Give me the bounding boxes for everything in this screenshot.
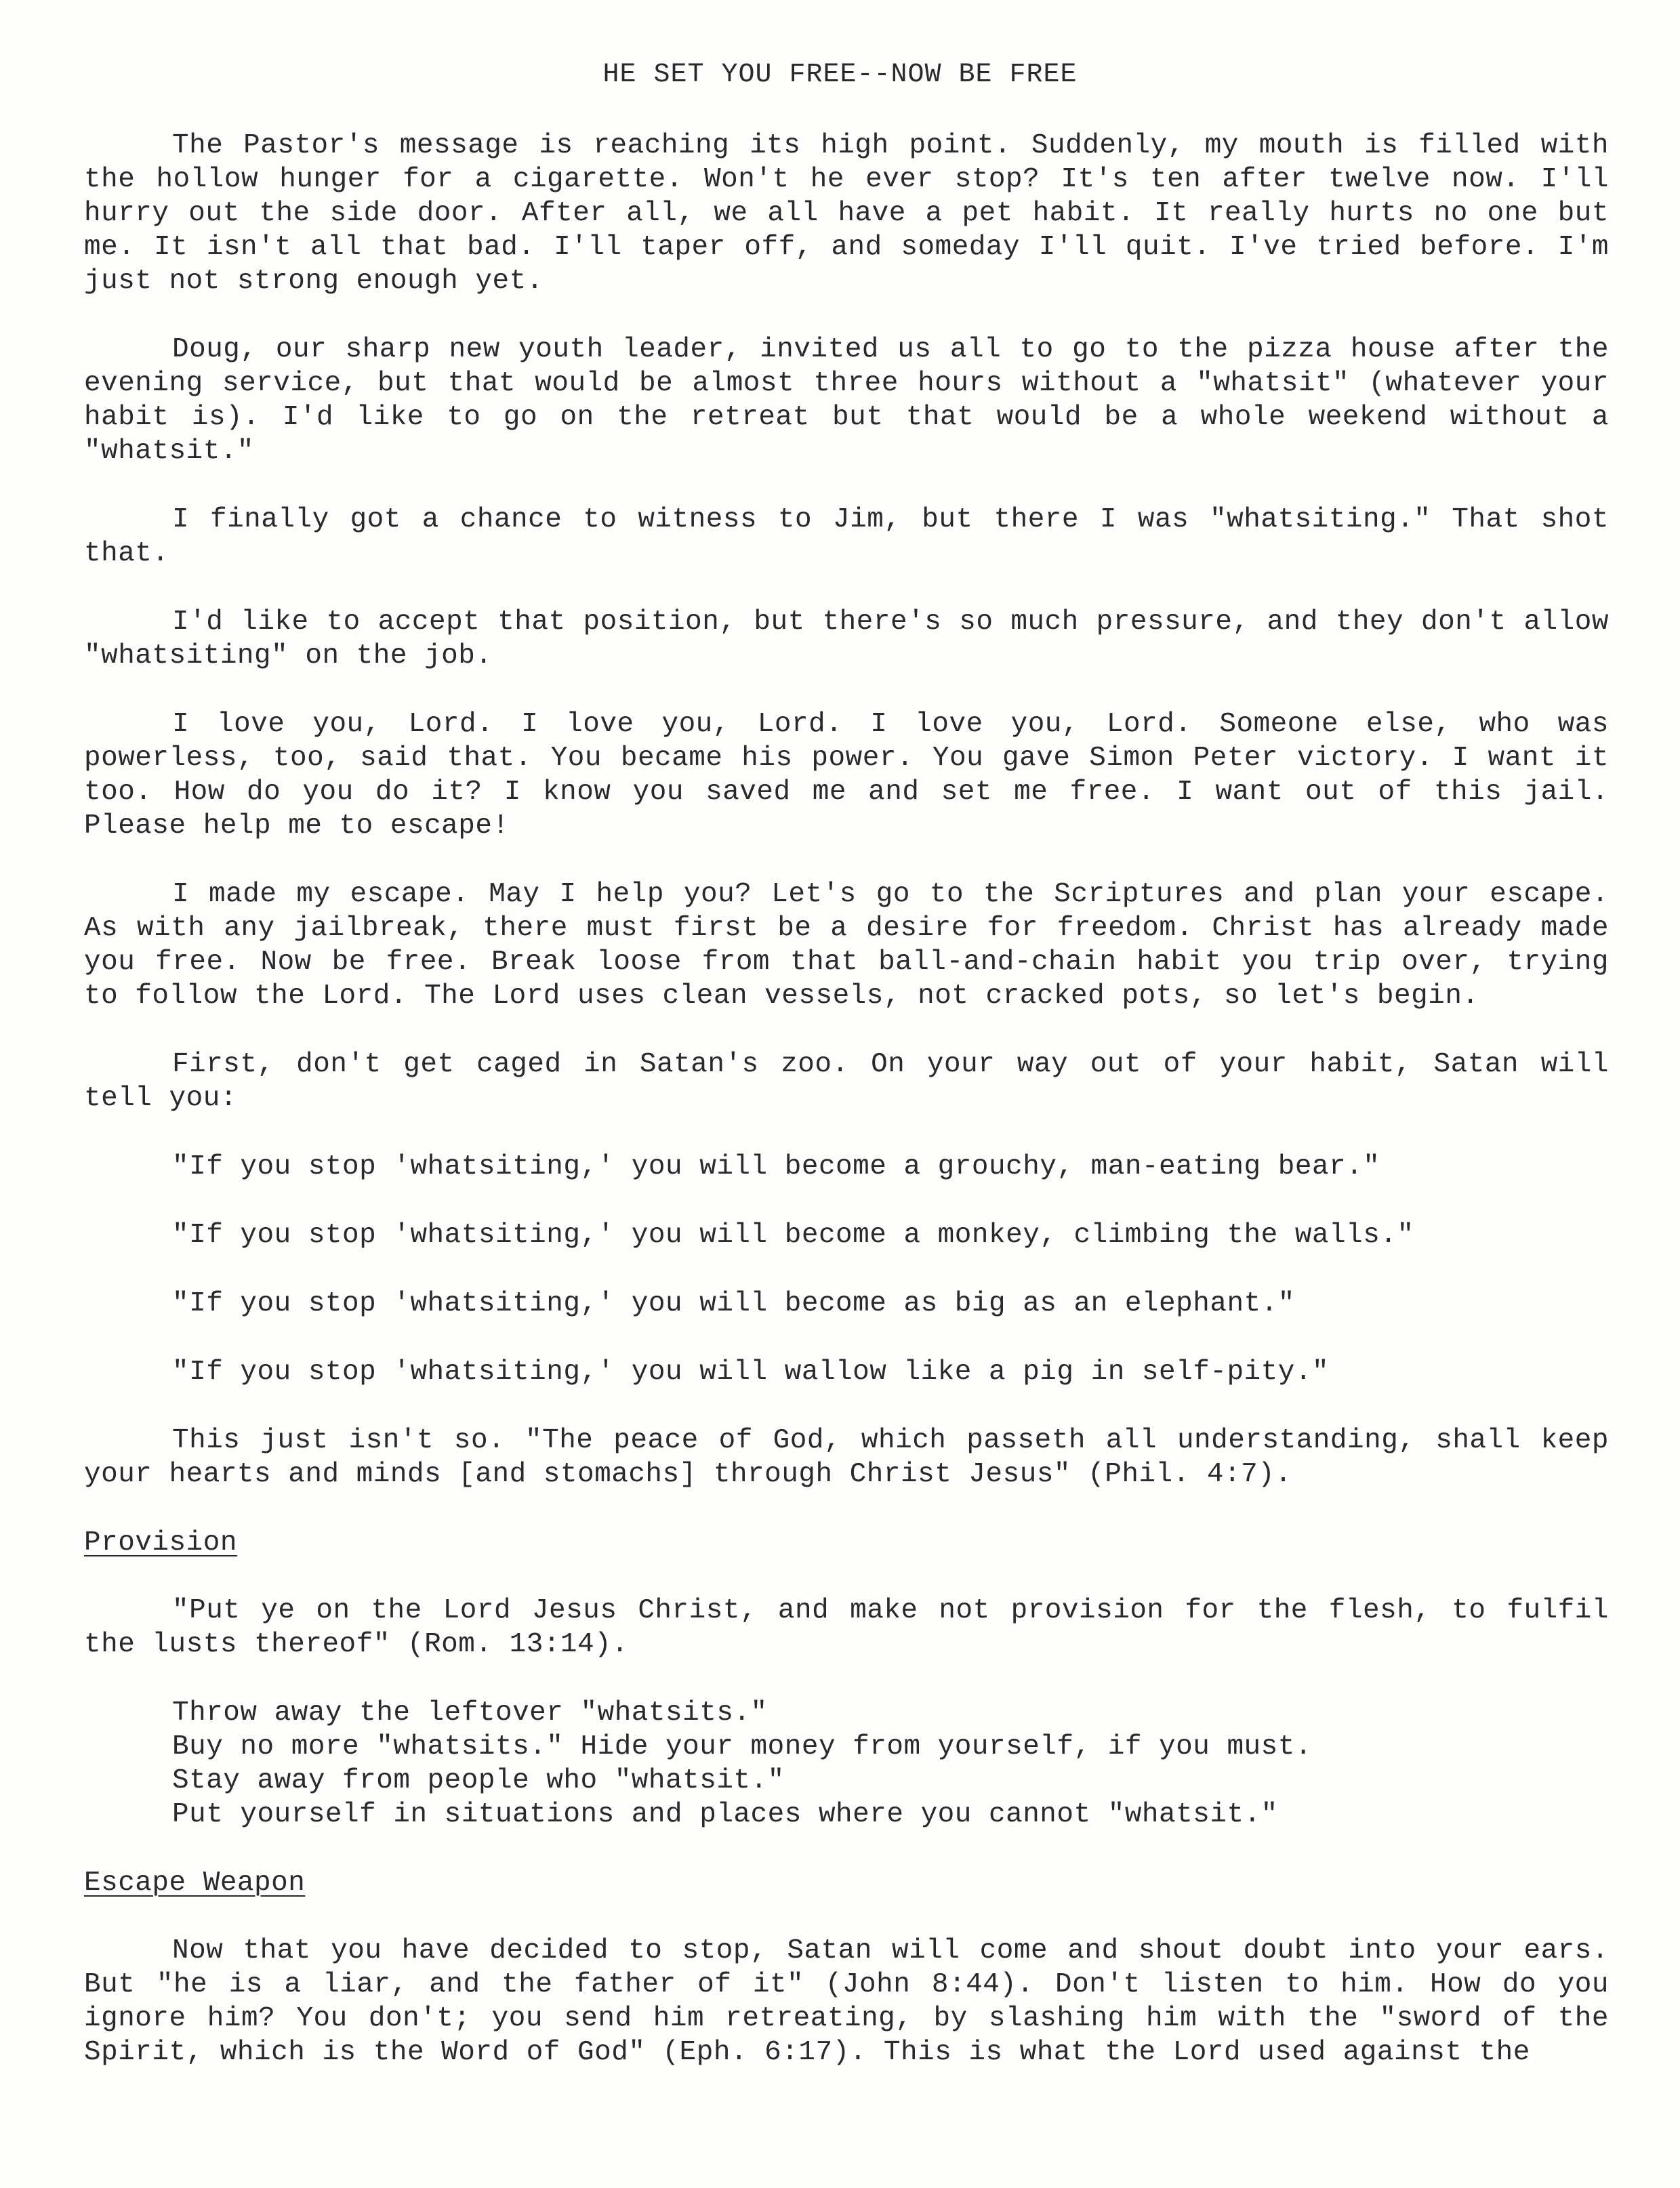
provision-steps-list bbox=[172, 1696, 1609, 1832]
paragraph-provision-verse: "Put ye on the Lord Jesus Christ, and make not provision for the flesh, to fulfil the lusts thereof" (Rom. 13:14). bbox=[84, 1595, 1609, 1660]
paragraph-love-you-lord: I love you, Lord. I love you, Lord. I love you, Lord. Someone else, who was powerless, too, said that. You became his power. You gave Simon Peter victory. I want it too. How do you do it? I know you saved me and set me free. I want out of this jail. Please help me to escape! bbox=[84, 709, 1609, 842]
page-title: HE SET YOU FREE--NOW BE FREE bbox=[602, 60, 1078, 90]
list-item: Put yourself in situations and places where you cannot "whatsit." bbox=[172, 1799, 1278, 1830]
section-heading-escape-weapon: Escape Weapon bbox=[84, 1867, 306, 1899]
paragraph-satans-zoo: First, don't get caged in Satan's zoo. On your way out of your habit, Satan will tell you: bbox=[84, 1049, 1609, 1114]
list-item: Throw away the leftover "whatsits." bbox=[172, 1697, 768, 1729]
paragraph-peace-of-god: This just isn't so. "The peace of God, which passeth all understanding, shall keep your hearts and minds [and stomachs] through Christ Jesus" (Phil. 4:7). bbox=[84, 1425, 1609, 1490]
quote-monkey: "If you stop 'whatsiting,' you will become a monkey, climbing the walls." bbox=[172, 1220, 1414, 1251]
quote-bear: "If you stop 'whatsiting,' you will become a grouchy, man-eating bear." bbox=[172, 1151, 1380, 1182]
paragraph-made-escape: I made my escape. May I help you? Let's go to the Scriptures and plan your escape. As with any jailbreak, there must first be a desire for freedom. Christ has already made you free. Now be free. Break loose from that ball-and-chain habit you trip over, trying to follow the Lord. The Lord uses clean vessels, not cracked pots, so let's begin. bbox=[84, 879, 1609, 1012]
list-item: Stay away from people who "whatsit." bbox=[172, 1765, 785, 1796]
paragraph-youth-leader: Doug, our sharp new youth leader, invited us all to go to the pizza house after the evening service, but that would be almost three hours without a "whatsit" (whatever your habit is). I'd like to go on the retreat but that would be a whole weekend without a "whatsit." bbox=[84, 334, 1609, 467]
document-body bbox=[84, 129, 1609, 2104]
quote-elephant: "If you stop 'whatsiting,' you will become as big as an elephant." bbox=[172, 1288, 1295, 1319]
paragraph-witness-jim: I finally got a chance to witness to Jim, but there I was "whatsiting." That shot that. bbox=[84, 504, 1609, 569]
paragraph-escape-weapon: Now that you have decided to stop, Satan will come and shout doubt into your ears. But "he is a liar, and the father of it" (John 8:44). Don't listen to him. How do you ignore him? You don't; you send him retreating, by slashing him with the "sword of the Spirit, which is the Word of God" (Eph. 6:17). This is what the Lord used against the bbox=[84, 1935, 1609, 2068]
paragraph-pastor-message: The Pastor's message is reaching its high point. Suddenly, my mouth is filled with the hollow hunger for a cigarette. Won't he ever stop? It's ten after twelve now. I'll hurry out the side door. After all, we all have a pet habit. It really hurts no one but me. It isn't all that bad. I'll taper off, and someday I'll quit. I've tried before. I'm just not strong enough yet. bbox=[84, 130, 1609, 297]
section-heading-provision: Provision bbox=[84, 1527, 237, 1559]
quote-pig: "If you stop 'whatsiting,' you will wallow like a pig in self-pity." bbox=[172, 1357, 1330, 1388]
paragraph-job-position: I'd like to accept that position, but there's so much pressure, and they don't allow "whatsiting" on the job. bbox=[84, 606, 1609, 672]
list-item: Buy no more "whatsits." Hide your money from yourself, if you must. bbox=[172, 1731, 1312, 1762]
